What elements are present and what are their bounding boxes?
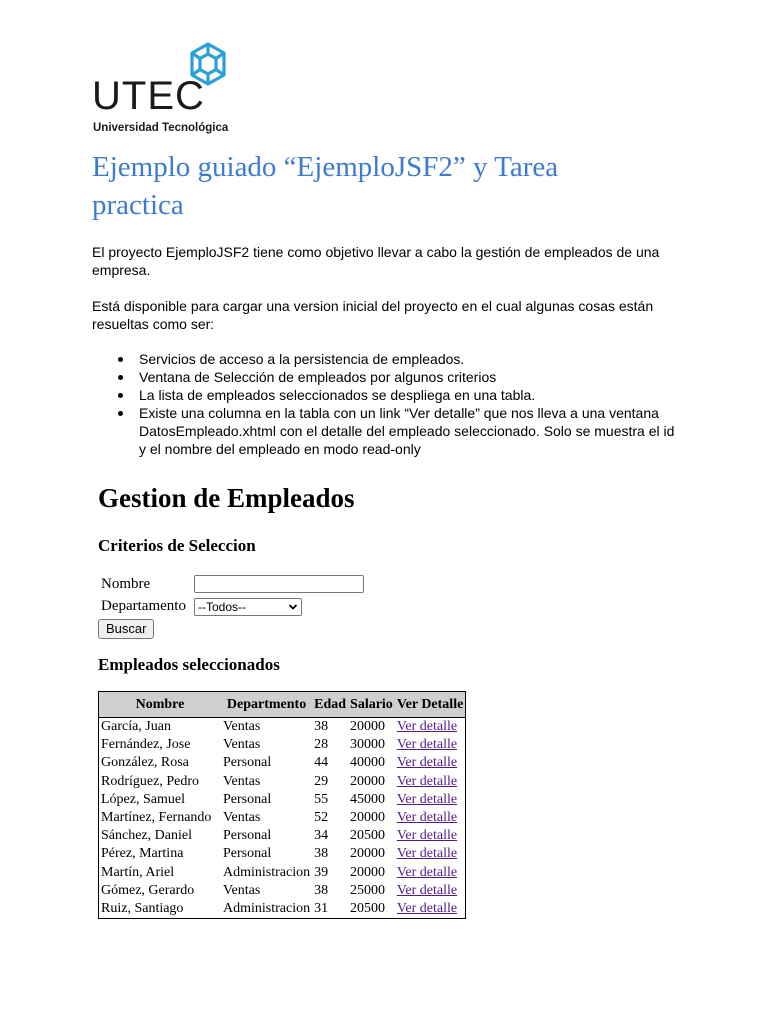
cell-departamento: Personal — [223, 846, 272, 862]
cell-salario: 20500 — [350, 900, 386, 916]
ver-detalle-link[interactable]: Ver detalle — [396, 791, 458, 807]
ver-detalle-link[interactable]: Ver detalle — [396, 773, 458, 789]
ver-detalle-link[interactable]: Ver detalle — [396, 846, 458, 862]
ver-detalle-link[interactable]: Ver detalle — [396, 737, 458, 753]
column-header-salario: Salario — [348, 692, 395, 718]
ver-detalle-link[interactable]: Ver detalle — [396, 900, 458, 916]
cell-ver-detalle — [395, 754, 465, 772]
cell-departamento: Ventas — [223, 773, 261, 789]
cell-ver-detalle — [395, 900, 465, 918]
column-header-nombre: Nombre — [99, 692, 221, 718]
cell-salario: 20500 — [350, 828, 386, 844]
buscar-button[interactable]: Buscar — [98, 619, 154, 639]
cell-departamento: Ventas — [223, 737, 261, 753]
cell-ver-detalle — [395, 773, 465, 791]
ver-detalle-link[interactable]: Ver detalle — [396, 864, 458, 880]
utec-logo — [92, 42, 242, 138]
cell-edad: 38 — [314, 882, 329, 898]
ver-detalle-link[interactable]: Ver detalle — [396, 755, 458, 771]
cell-edad: 52 — [314, 810, 329, 826]
cell-nombre: López, Samuel — [101, 791, 185, 807]
cell-departamento: Personal — [223, 828, 272, 844]
table-row — [99, 718, 465, 736]
cell-ver-detalle — [395, 845, 465, 863]
feature-list — [92, 350, 682, 458]
cell-nombre: Martín, Ariel — [101, 864, 175, 880]
cell-nombre: Gómez, Gerardo — [101, 882, 195, 898]
cell-departamento: Ventas — [223, 719, 261, 735]
cell-edad: 29 — [314, 773, 329, 789]
cell-edad: 38 — [314, 846, 329, 862]
logo-subtitle: Universidad Tecnológica — [93, 122, 229, 134]
cell-salario: 20000 — [350, 846, 386, 862]
document-title: Ejemplo guiado “EjemploJSF2” y Tarea practica — [92, 151, 559, 221]
cell-departamento: Administracion — [223, 864, 311, 880]
selected-employees-heading: Empleados seleccionados — [98, 655, 280, 674]
table-row — [99, 864, 465, 882]
cell-salario: 20000 — [350, 719, 386, 735]
cell-edad: 31 — [314, 900, 329, 916]
column-header-edad: Edad — [312, 692, 348, 718]
cell-salario: 20000 — [350, 773, 386, 789]
cell-ver-detalle — [395, 809, 465, 827]
table-row — [99, 845, 465, 863]
table-row — [99, 736, 465, 754]
criteria-heading: Criterios de Seleccion — [98, 536, 256, 555]
cell-salario: 40000 — [350, 755, 386, 771]
ver-detalle-link[interactable]: Ver detalle — [396, 828, 458, 844]
cell-edad: 38 — [314, 719, 329, 735]
cell-nombre: González, Rosa — [101, 755, 189, 771]
column-header-departamento: Departmento — [221, 692, 312, 718]
embedded-app-screenshot — [98, 478, 538, 916]
intro-paragraph: El proyecto EjemploJSF2 tiene como objetivo llevar a cabo la gestión de empleados de una empresa. — [92, 244, 660, 278]
list-item: La lista de empleados seleccionados se despliega en una tabla. — [92, 386, 682, 404]
list-item: Ventana de Selección de empleados por algunos criterios — [92, 368, 682, 386]
nombre-input[interactable] — [194, 575, 364, 593]
cell-nombre: García, Juan — [101, 719, 171, 735]
cell-nombre: Rodríguez, Pedro — [101, 773, 199, 789]
cell-ver-detalle — [395, 882, 465, 900]
cell-edad: 39 — [314, 864, 329, 880]
cell-ver-detalle — [395, 791, 465, 809]
departamento-label: Departamento — [101, 598, 186, 614]
ver-detalle-link[interactable]: Ver detalle — [396, 882, 458, 898]
cell-ver-detalle — [395, 864, 465, 882]
departamento-select[interactable] — [194, 598, 302, 616]
cell-nombre: Pérez, Martina — [101, 846, 184, 862]
availability-paragraph: Está disponible para cargar una version inicial del proyecto en el cual algunas cosas están resueltas como ser: — [92, 298, 654, 332]
table-row — [99, 754, 465, 772]
app-title: Gestion de Empleados — [98, 483, 355, 513]
cell-departamento: Ventas — [223, 810, 261, 826]
departamento-selected-value: --Todos-- — [198, 600, 247, 614]
nombre-label: Nombre — [101, 576, 151, 592]
list-item: Servicios de acceso a la persistencia de empleados. — [92, 350, 682, 368]
cell-edad: 44 — [314, 755, 329, 771]
cell-salario: 30000 — [350, 737, 386, 753]
cell-departamento: Ventas — [223, 882, 261, 898]
column-header-ver-detalle: Ver Detalle — [395, 692, 465, 718]
cell-nombre: Fernández, Jose — [101, 737, 191, 753]
cell-ver-detalle — [395, 827, 465, 845]
cell-nombre: Ruiz, Santiago — [101, 900, 184, 916]
table-row — [99, 791, 465, 809]
table-row — [99, 827, 465, 845]
chevron-down-icon — [288, 599, 298, 621]
cell-edad: 34 — [314, 828, 329, 844]
ver-detalle-link[interactable]: Ver detalle — [396, 810, 458, 826]
table-row — [99, 900, 465, 918]
cell-departamento: Personal — [223, 791, 272, 807]
cell-nombre: Sánchez, Daniel — [101, 828, 192, 844]
cell-departamento: Administracion — [223, 900, 311, 916]
cell-nombre: Martínez, Fernando — [101, 810, 212, 826]
table-row — [99, 773, 465, 791]
cell-salario: 25000 — [350, 882, 386, 898]
ver-detalle-link[interactable]: Ver detalle — [396, 719, 458, 735]
cell-salario: 45000 — [350, 791, 386, 807]
cell-departamento: Personal — [223, 755, 272, 771]
table-row — [99, 809, 465, 827]
cell-salario: 20000 — [350, 810, 386, 826]
cell-ver-detalle — [395, 736, 465, 754]
logo-wordmark: UTEC — [92, 74, 205, 118]
cell-edad: 28 — [314, 737, 329, 753]
cell-ver-detalle — [395, 718, 465, 736]
list-item: Existe una columna en la tabla con un link “Ver detalle” que nos lleva a una ventana DatosEmpleado.xhtml con el detalle del empleado seleccionado. Solo se muestra el id y el nombre del empleado en modo read-only — [92, 404, 682, 458]
employees-table — [98, 691, 466, 919]
cell-salario: 20000 — [350, 864, 386, 880]
table-header-row — [99, 692, 465, 718]
cell-edad: 55 — [314, 791, 329, 807]
table-row — [99, 882, 465, 900]
